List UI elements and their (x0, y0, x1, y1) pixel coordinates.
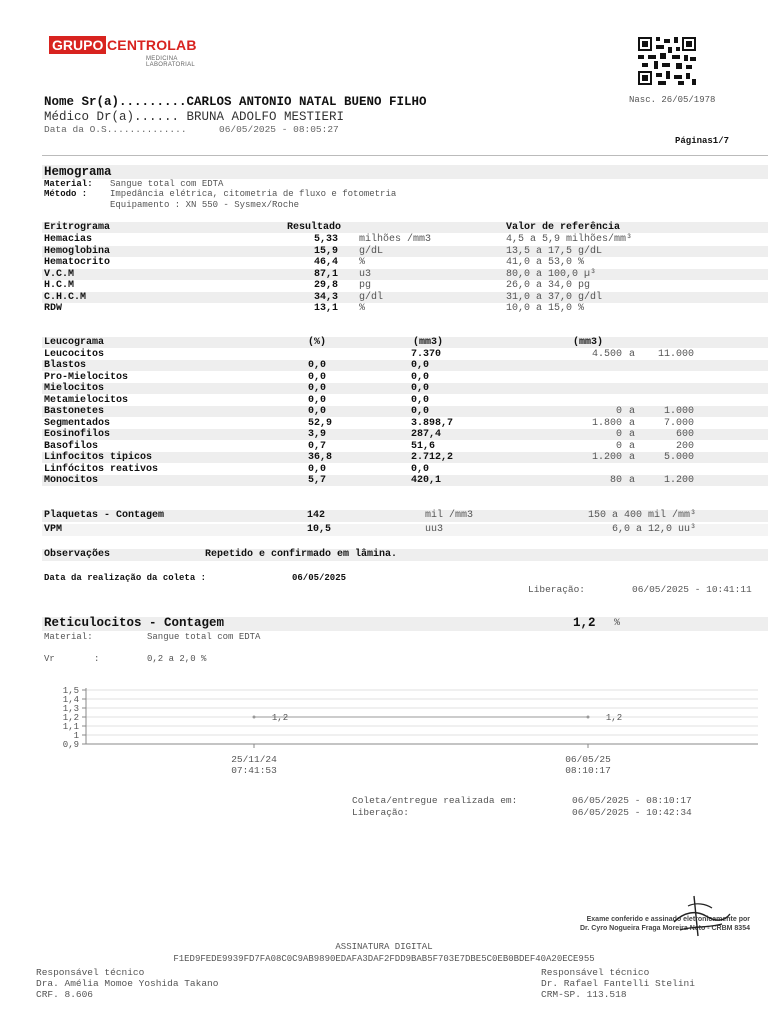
data-point (587, 716, 590, 719)
reticulocitos-history-chart (40, 684, 768, 784)
leucograma-row-mm3: 51,6 (411, 440, 436, 452)
eritrograma-header-band (42, 222, 768, 233)
leucograma-row-name: Mielocitos (44, 383, 105, 394)
x-tick-date: 25/11/24 (231, 754, 277, 765)
logo-grupo: GRUPO (49, 36, 106, 54)
leucograma-row-ref-low: 0 (615, 406, 622, 417)
doctor-name: Médico Dr(a)...... BRUNA ADOLFO MESTIERI (44, 110, 345, 124)
row-shade (42, 269, 768, 280)
responsavel-reg: CRF. 8.606 (36, 989, 94, 1000)
eritrograma-row-unit: u3 (359, 268, 372, 280)
leucograma-row-pct: 0,7 (308, 440, 327, 452)
eritrograma-row-unit: milhões /mm3 (359, 234, 432, 245)
leucograma-row-mm3: 0,0 (411, 406, 430, 417)
leucograma-row-ref-high: 200 (675, 440, 694, 452)
data-label: 1,2 (271, 713, 289, 723)
material-value: Sangue total com EDTA (110, 179, 224, 189)
eritrograma-row-unit: g/dL (359, 245, 384, 257)
eritrograma-row-name: H.C.M (44, 280, 75, 291)
responsavel-name: Dr. Rafael Fantelli Stelini (541, 978, 695, 989)
material-label: Material: (44, 179, 93, 189)
x-tick-time: 08:10:17 (565, 765, 611, 776)
leucograma-row-ref-low: 1.800 (591, 417, 622, 429)
eritrograma-row-ref: 31,0 a 37,0 g/dl (506, 291, 603, 303)
leucograma-row-ref-low: 4.500 (591, 348, 622, 360)
eritrograma-row-value: 5,33 (313, 234, 338, 245)
leucograma-row-mm3: 0,0 (411, 463, 430, 475)
leucograma-row-ref-high: 11.000 (657, 348, 694, 360)
assinatura-digital-hash: F1ED9FEDE9939FD7FA08C0C9AB9890EDAFA3DAF2FDD9BAB5F703E7DBE5C0EB0BDEF40A20ECE955 (173, 954, 595, 964)
eritrograma-row-ref: 41,0 a 53,0 % (506, 257, 585, 268)
y-tick-label: 1,1 (62, 722, 79, 732)
signature-line2: Dr. Cyro Nogueira Fraga Moreira Neto - CRBM 8354 (580, 925, 750, 932)
leucograma-row-ref-high: 600 (675, 429, 694, 440)
eritrograma-row-ref: 10,0 a 15,0 % (506, 303, 585, 314)
page-counter: Páginas1/7 (675, 136, 730, 146)
leucograma-row-ref-sep: a (629, 348, 636, 360)
plaquetas-row-ref: 150 a 400 mil /mm³ (587, 510, 696, 521)
leucograma-row-pct: 0,0 (308, 383, 327, 394)
data-point (253, 716, 256, 719)
reticulocitos-title: Reticulocitos - Contagem (44, 616, 225, 630)
leucograma-row-ref-low: 1.200 (591, 452, 622, 463)
leucograma-row-mm3: 420,1 (411, 475, 442, 486)
hemograma-band (42, 165, 768, 179)
responsavel-title: Responsável técnico (541, 967, 650, 978)
electronic-signature-block (540, 910, 750, 938)
plaquetas-row-ref: 6,0 a 12,0 uu³ (611, 524, 696, 535)
leucograma-row-name: Bastonetes (44, 406, 105, 417)
y-tick-label: 0,9 (62, 740, 79, 750)
coleta-entregue-label: Coleta/entregue realizada em: (352, 795, 518, 806)
patient-name: Nome Sr(a).........CARLOS ANTONIO NATAL BUENO FILHO (44, 95, 427, 109)
eritrograma-row-value: 15,9 (313, 245, 338, 257)
leucograma-row-name: Basofilos (44, 440, 99, 452)
leucograma-row-name: Eosinofilos (44, 429, 111, 440)
reticulocitos-unit: % (614, 618, 621, 629)
eritrograma-row-value: 34,3 (313, 291, 338, 303)
ref-mm3-header: (mm3) (573, 337, 604, 348)
leucograma-row-ref-sep: a (629, 406, 636, 417)
signature-line1: Exame conferido e assinado eletronicamente por (586, 916, 750, 923)
row-shade (42, 360, 768, 371)
row-shade (42, 383, 768, 394)
eritrograma-row-value: 46,4 (313, 257, 338, 268)
responsavel-reg: CRM-SP. 113.518 (541, 989, 627, 1000)
leucograma-row-ref-high: 5.000 (663, 452, 694, 463)
pct-header: (%) (308, 337, 327, 348)
header-divider (42, 155, 768, 156)
coleta-entregue-value: 06/05/2025 - 08:10:17 (572, 795, 692, 806)
eritrograma-header: Eritrograma (44, 222, 111, 233)
leucograma-header: Leucograma (44, 337, 105, 348)
liberacao1-label: Liberação: (528, 584, 586, 595)
plaquetas-row-unit: uu3 (425, 524, 444, 535)
leucograma-row-name: Blastos (44, 360, 87, 371)
metodo-value: Impedância elétrica, citometria de fluxo e fotometria (110, 189, 397, 199)
leucograma-row-name: Segmentados (44, 417, 111, 429)
liberacao1-value: 06/05/2025 - 10:41:11 (632, 584, 752, 595)
y-tick-label: 1,3 (62, 704, 79, 714)
coleta-value: 06/05/2025 (292, 573, 347, 583)
leucograma-row-pct: 5,7 (308, 475, 327, 486)
metodo-label: Método : (44, 189, 88, 199)
row-shade (42, 292, 768, 303)
vr-label: Vr (44, 654, 55, 664)
leucograma-row-mm3: 287,4 (411, 429, 442, 440)
plaquetas-row-name: VPM (44, 524, 63, 535)
ret-material-value: Sangue total com EDTA (147, 632, 261, 642)
leucograma-row-mm3: 3.898,7 (411, 417, 454, 429)
leucograma-row-pct: 0,0 (308, 406, 327, 417)
eritrograma-row-unit: pg (359, 280, 372, 291)
y-tick-label: 1,2 (62, 713, 79, 723)
y-tick-label: 1,4 (62, 695, 79, 705)
hemograma-title: Hemograma (44, 165, 112, 179)
eritrograma-row-name: RDW (44, 303, 63, 314)
eritrograma-row-ref: 4,5 a 5,9 milhões/mm³ (506, 234, 633, 245)
os-date-value: 06/05/2025 - 08:05:27 (219, 124, 339, 135)
observacoes-value: Repetido e confirmado em lâmina. (205, 549, 398, 560)
leucograma-row-mm3: 7.370 (411, 348, 442, 360)
eritrograma-row-value: 87,1 (313, 268, 338, 280)
responsavel-title: Responsável técnico (36, 967, 145, 978)
reticulocitos-value: 1,2 (573, 616, 596, 630)
leucograma-row-ref-high: 7.000 (663, 417, 694, 429)
mm3-header: (mm3) (413, 337, 444, 348)
leucograma-row-pct: 3,9 (308, 429, 327, 440)
referencia-header: Valor de referência (506, 222, 621, 233)
leucograma-row-name: Linfocitos tipicos (44, 452, 153, 463)
observacoes-band (42, 549, 768, 561)
leucograma-row-pct: 0,0 (308, 371, 327, 383)
eritrograma-row-ref: 80,0 a 100,0 µ³ (506, 268, 597, 280)
eritrograma-row-name: Hemacias (44, 234, 93, 245)
eritrograma-row-ref: 13,5 a 17,5 g/dL (506, 245, 603, 257)
leucograma-row-pct: 0,0 (308, 394, 327, 406)
responsavel-name: Dra. Amélia Momoe Yoshida Takano (36, 978, 219, 989)
eritrograma-row-value: 29,8 (313, 280, 338, 291)
leucograma-row-pct: 0,0 (308, 360, 327, 371)
leucograma-row-name: Pro-Mielocitos (44, 371, 129, 383)
x-tick-date: 06/05/25 (565, 754, 611, 765)
leucograma-row-ref-low: 80 (609, 475, 622, 486)
leucograma-row-pct: 52,9 (308, 417, 333, 429)
eritrograma-row-ref: 26,0 a 34,0 pg (506, 280, 591, 291)
equipamento: Equipamento : XN 550 - Sysmex/Roche (110, 200, 300, 210)
resultado-header: Resultado (287, 222, 342, 233)
leucograma-row-name: Metamielocitos (44, 394, 129, 406)
leucograma-row-name: Monocitos (44, 475, 99, 486)
observacoes-label: Observações (44, 549, 111, 560)
data-label: 1,2 (605, 713, 623, 723)
liberacao2-label: Liberação: (352, 807, 410, 818)
leucograma-row-ref-high: 1.200 (663, 475, 694, 486)
leucograma-row-mm3: 0,0 (411, 371, 430, 383)
logo-subtitle: MEDICINA LABORATORIAL (146, 56, 196, 68)
vr-value: 0,2 a 2,0 % (147, 654, 207, 664)
eritrograma-row-name: C.H.C.M (44, 291, 87, 303)
leucograma-row-ref-high: 1.000 (663, 406, 694, 417)
plaquetas-row-value: 142 (307, 510, 326, 521)
leucograma-row-mm3: 0,0 (411, 394, 430, 406)
leucograma-row-ref-sep: a (629, 475, 636, 486)
coleta-label: Data da realização da coleta : (44, 573, 207, 583)
leucograma-row-ref-sep: a (629, 429, 636, 440)
eritrograma-row-unit: % (359, 303, 366, 314)
eritrograma-row-value: 13,1 (313, 303, 338, 314)
leucograma-row-mm3: 0,0 (411, 360, 430, 371)
leucograma-row-ref-low: 0 (615, 429, 622, 440)
eritrograma-row-unit: % (359, 257, 366, 268)
leucograma-row-ref-sep: a (629, 452, 636, 463)
leucograma-row-pct: 0,0 (308, 463, 327, 475)
ret-material-label: Material: (44, 632, 93, 642)
eritrograma-row-unit: g/dl (359, 291, 384, 303)
qr-code-icon (638, 37, 696, 85)
y-tick-label: 1,5 (62, 686, 79, 696)
row-shade (42, 246, 768, 257)
birth-date: Nasc. 26/05/1978 (629, 95, 716, 105)
leucograma-row-pct: 36,8 (308, 452, 333, 463)
handwritten-signature-icon (666, 892, 736, 938)
plaquetas-row-value: 10,5 (307, 524, 332, 535)
eritrograma-row-name: Hematocrito (44, 257, 111, 268)
y-tick-label: 1 (73, 731, 79, 741)
leucograma-row-name: Linfócitos reativos (44, 463, 159, 475)
plaquetas-row-unit: mil /mm3 (425, 510, 474, 521)
leucograma-row-mm3: 0,0 (411, 383, 430, 394)
leucograma-header-band (42, 337, 768, 348)
vr-colon: : (94, 654, 100, 664)
leucograma-row-mm3: 2.712,2 (411, 452, 454, 463)
plaquetas-row-name: Plaquetas - Contagem (44, 510, 165, 521)
logo-centrolab: CENTROLAB (107, 37, 197, 53)
liberacao2-value: 06/05/2025 - 10:42:34 (572, 807, 692, 818)
assinatura-digital-title: ASSINATURA DIGITAL (335, 942, 433, 952)
eritrograma-row-name: Hemoglobina (44, 245, 111, 257)
leucograma-row-name: Leucocitos (44, 348, 105, 360)
os-date-label: Data da O.S.............. (44, 124, 187, 135)
leucograma-row-ref-low: 0 (615, 440, 622, 452)
leucograma-row-ref-sep: a (629, 417, 636, 429)
eritrograma-row-name: V.C.M (44, 268, 75, 280)
leucograma-row-ref-sep: a (629, 440, 636, 452)
x-tick-time: 07:41:53 (231, 765, 277, 776)
